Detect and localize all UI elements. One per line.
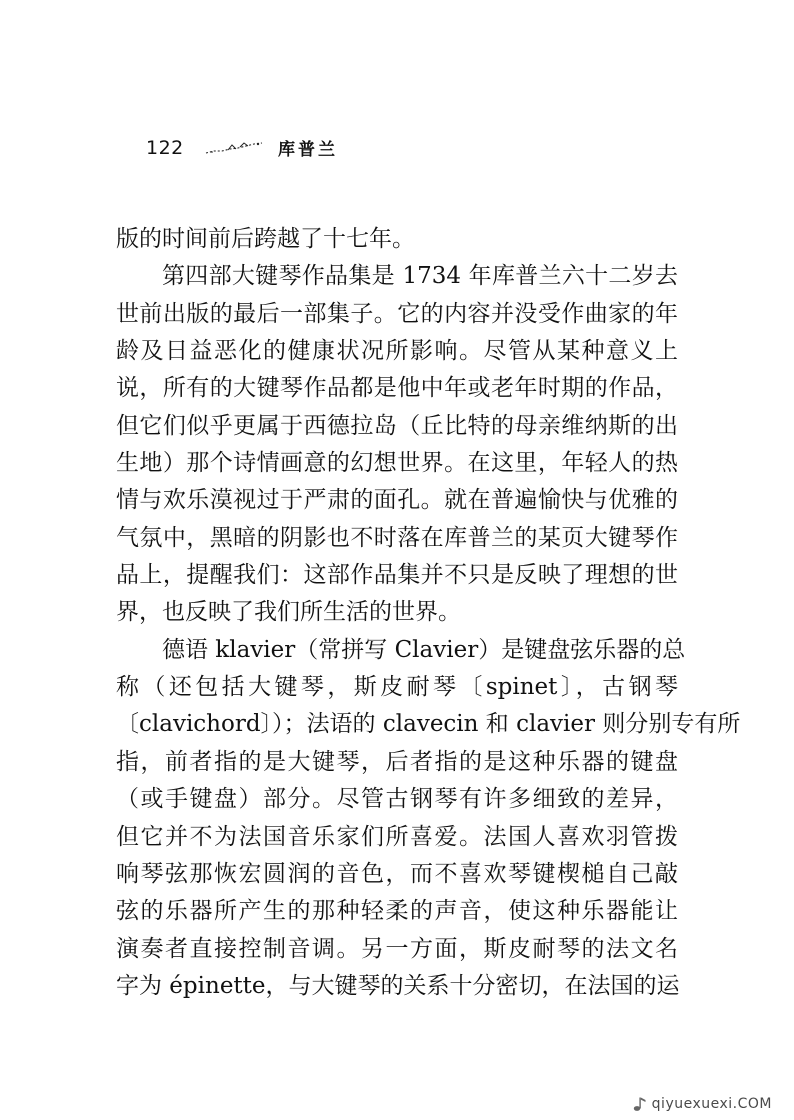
text-line: 但它们似乎更属于西德拉岛（丘比特的母亲维纳斯的出 — [116, 412, 678, 439]
watermark — [633, 1096, 772, 1112]
text-line: 德语 klavier（常拼写 Clavier）是键盘弦乐器的总 — [162, 636, 686, 663]
text-line: 龄及日益恶化的健康状况所影响。尽管从某种意义上 — [116, 338, 678, 365]
text-line: 说，所有的大键琴作品都是他中年或老年时期的作品， — [116, 375, 678, 402]
ornament-icon — [204, 139, 266, 157]
page-header — [146, 135, 546, 165]
text-line: 称（还包括大键琴，斯皮耐琴〔spinet〕，古钢琴 — [116, 674, 678, 701]
text-line: 字为 épinette，与大键琴的关系十分密切，在法国的运 — [116, 972, 680, 999]
text-line: 响琴弦那恢宏圆润的音色，而不喜欢琴键楔槌自己敲 — [116, 860, 678, 887]
text-line: 弦的乐器所产生的那种轻柔的声音，使这种乐器能让 — [116, 898, 678, 925]
music-note-icon — [633, 1096, 647, 1112]
text-line: 〔clavichord〕）；法语的 clavecin 和 clavier 则分别专有所 — [116, 711, 741, 738]
text-line: 品上，提醒我们：这部作品集并不只是反映了理想的世 — [116, 562, 678, 589]
text-line: 生地）那个诗情画意的幻想世界。在这里，年轻人的热 — [116, 450, 678, 477]
text-line: 气氛中，黑暗的阴影也不时落在库普兰的某页大键琴作 — [116, 524, 678, 551]
page-number: 122 — [146, 137, 184, 159]
watermark-text: qiyuexuexi.COM — [651, 1096, 772, 1112]
text-line: 界，也反映了我们所生活的世界。 — [116, 599, 461, 626]
text-line: 第四部大键琴作品集是 1734 年库普兰六十二岁去 — [162, 263, 678, 290]
text-line: 演奏者直接控制音调。另一方面，斯皮耐琴的法文名 — [116, 935, 678, 962]
body-text — [116, 221, 741, 1005]
running-head: 库普兰 — [278, 140, 338, 160]
text-line: 世前出版的最后一部集子。它的内容并没受作曲家的年 — [116, 300, 678, 327]
text-line: 指，前者指的是大键琴，后者指的是这种乐器的键盘 — [116, 748, 678, 775]
text-line: 情与欢乐漠视过于严肃的面孔。就在普遍愉快与优雅的 — [116, 487, 678, 514]
text-line: 但它并不为法国音乐家们所喜爱。法国人喜欢羽管拨 — [116, 823, 678, 850]
text-line: （或手键盘）部分。尽管古钢琴有许多细致的差异， — [116, 786, 678, 813]
text-line: 版的时间前后跨越了十七年。 — [116, 226, 415, 252]
